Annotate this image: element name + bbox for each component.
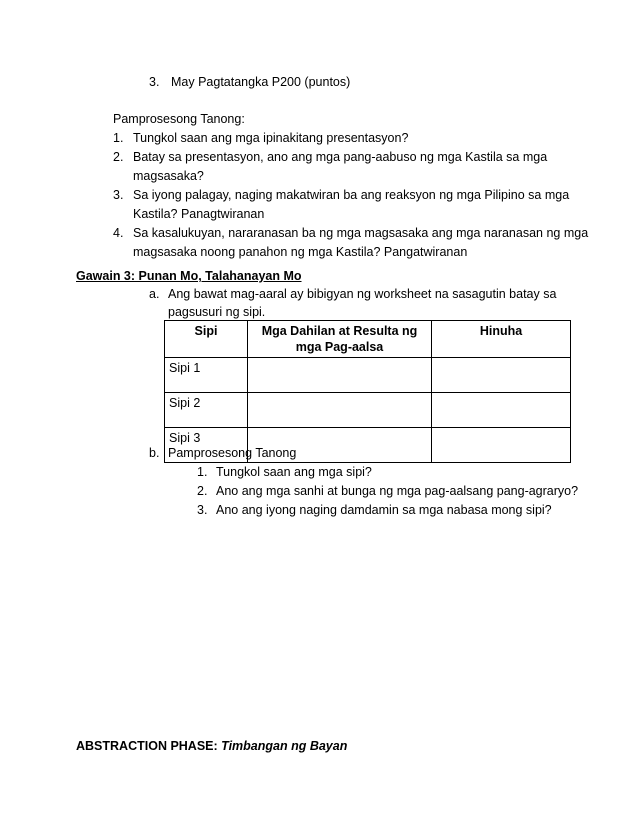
item-a-letter: a. [149,287,160,301]
questions-heading: Pamprosesong Tanong: [113,112,245,126]
top-item-text: May Pagtatangka P200 (puntos) [171,75,351,89]
table-cell[interactable] [432,428,571,463]
footer-label: ABSTRACTION PHASE: [76,739,222,753]
worksheet-table [164,320,571,463]
question-text: magsasaka noong panahon ng mga Kastila? Pangatwiranan [133,245,468,259]
question-text: magsasaka? [133,169,204,183]
item-b-letter: b. [149,446,160,460]
header-dahilan: Mga Dahilan at Resulta ng mga Pag-aalsa [248,321,432,358]
top-item-number: 3. [149,75,160,89]
table-row [165,358,571,393]
table-cell[interactable] [248,393,432,428]
question-text: Batay sa presentasyon, ano ang mga pang-aabuso ng mga Kastila sa mga [133,150,548,164]
table-cell: Sipi 3 [165,428,248,463]
table-cell[interactable] [432,393,571,428]
footer-title: Timbangan ng Bayan [221,739,348,753]
header-hinuha: Hinuha [432,321,571,358]
table-header-row [165,321,571,358]
item-a-text: Ang bawat mag-aaral ay bibigyan ng worksheet na sasagutin batay sa [168,287,557,301]
sub-question-text: Ano ang mga sanhi at bunga ng mga pag-aalsang pang-agraryo? [216,484,579,498]
question-number: 2. [113,150,124,164]
header-sipi: Sipi [165,321,248,358]
question-text: Sa iyong palagay, naging makatwiran ba ang reaksyon ng mga Pilipino sa mga [133,188,570,202]
gawain3-heading: Gawain 3: Punan Mo, Talahanayan Mo [76,269,302,283]
table-cell: Sipi 1 [165,358,248,393]
sub-question-number: 2. [197,484,208,498]
question-number: 1. [113,131,124,145]
question-text: Sa kasalukuyan, nararanasan ba ng mga magsasaka ang mga naranasan ng mga [133,226,589,240]
sub-question-number: 3. [197,503,208,517]
item-b-text: Pamprosesong Tanong [168,446,297,460]
table-cell[interactable] [432,358,571,393]
footer-phase [76,739,347,753]
sub-question-text: Tungkol saan ang mga sipi? [216,465,372,479]
sub-question-text: Ano ang iyong naging damdamin sa mga nabasa mong sipi? [216,503,552,517]
question-number: 3. [113,188,124,202]
table-row [165,393,571,428]
question-text: Kastila? Panagtwiranan [133,207,265,221]
table-cell[interactable] [248,358,432,393]
question-text: Tungkol saan ang mga ipinakitang presentasyon? [133,131,409,145]
sub-question-number: 1. [197,465,208,479]
question-number: 4. [113,226,124,240]
table-cell: Sipi 2 [165,393,248,428]
item-a-text: pagsusuri ng sipi. [168,305,266,319]
